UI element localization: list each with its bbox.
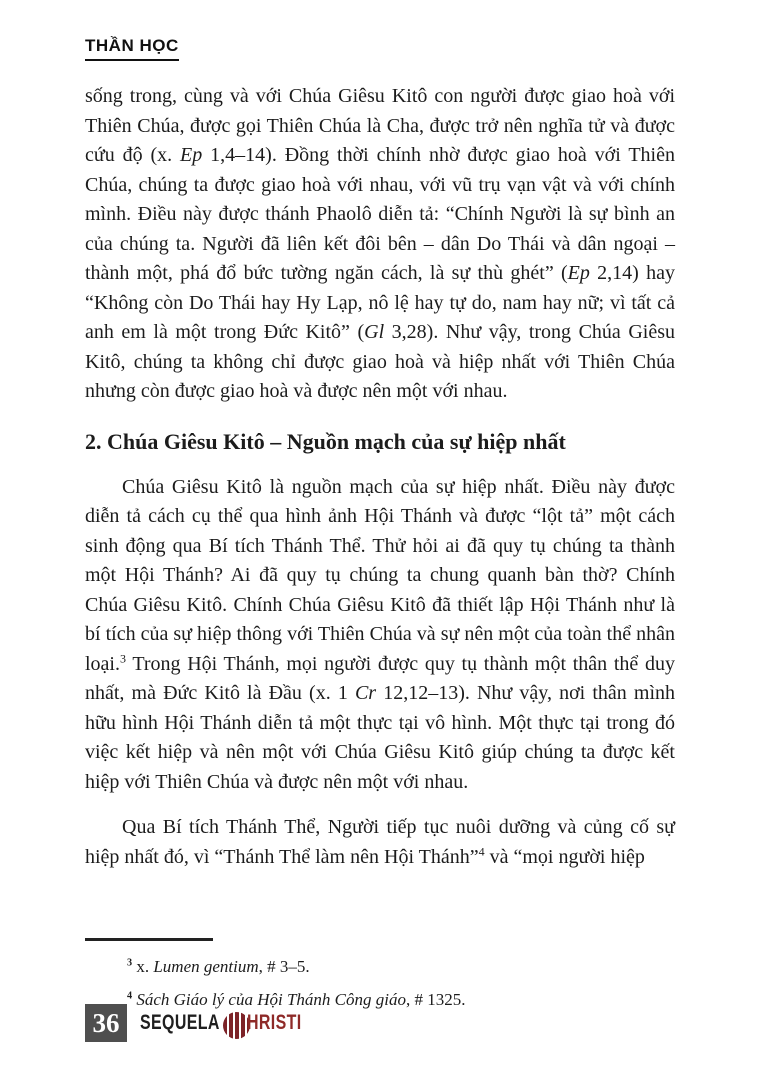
logo-word-sequela: SEQUELA <box>140 1011 220 1034</box>
c-circle-icon <box>223 1012 250 1039</box>
running-head: THẦN HỌC <box>85 36 179 61</box>
page-footer <box>85 1004 319 1042</box>
paragraph-1: sống trong, cùng và với Chúa Giêsu Kitô con người được giao hoà với Thiên Chúa, được gọi Thiên Chúa là Cha, được trở nên nghĩa tử và được cứu độ (x. Ep 1,4–14). Đồng thời chính nhờ được giao hoà với Thiên Chúa, chúng ta được giao hoà với nhau, với vũ trụ vạn vật và với chính mình. Điều này được thánh Phaolô diễn tả: “Chính Người là sự bình an của chúng ta. Người đã liên kết đôi bên – dân Do Thái và dân ngoại – thành một, phá đổ bức tường ngăn cách, là sự thù ghét” (Ep 2,14) hay “Không còn Do Thái hay Hy Lạp, nô lệ hay tự do, nam hay nữ; vì tất cả anh em là một trong Đức Kitô” (Gl 3,28). Như vậy, trong Chúa Giêsu Kitô, chúng ta không chỉ được giao hoà và hiệp nhất với Thiên Chúa nhưng còn được giao hoà và được nên một với nhau. <box>85 85 675 402</box>
footnote-3: $^3$ x. Lumen gentium, # 3–5. <box>127 957 310 976</box>
footnote-separator <box>85 938 213 941</box>
section-heading: 2. Chúa Giêsu Kitô – Nguồn mạch của sự hiệp nhất <box>85 428 566 454</box>
footnote-4: $^4$ Sách Giáo lý của Hội Thánh Công giáo, # 1325. <box>127 990 466 1009</box>
body-text-block <box>85 82 675 872</box>
paragraph-2: Chúa Giêsu Kitô là nguồn mạch của sự hiệp nhất. Điều này được diễn tả cách cụ thể qua hình ảnh Hội Thánh và được “lột tả” một cách sinh động qua Bí tích Thánh Thể. Thử hỏi ai đã quy tụ chúng ta thành một Hội Thánh? Ai đã quy tụ chúng ta chung quanh bàn thờ? Chính Chúa Giêsu Kitô. Chính Chúa Giêsu Kitô đã thiết lập Hội Thánh như là bí tích của sự hiệp thông với Thiên Chúa và sự nên một của toàn thể nhân loại.$^3$ Trong Hội Thánh, mọi người được quy tụ thành một thân thể duy nhất, mà Đức Kitô là Đầu (x. 1 Cr 12,12–13). Như vậy, nơi thân mình hữu hình Hội Thánh diễn tả một thực tại vô hình. Một thực tại trong đó việc kết hiệp và nên một với Chúa Giêsu Kitô giúp chúng ta được kết hiệp với Thiên Chúa và được nên một với nhau. <box>85 475 676 793</box>
paragraph-3: Qua Bí tích Thánh Thể, Người tiếp tục nuôi dưỡng và củng cố sự hiệp nhất đó, vì “Thánh Thể làm nên Hội Thánh”$^4$ và “mọi người hiệp <box>85 816 675 868</box>
page-number-badge: 36 <box>85 1004 127 1042</box>
logo-word-hristi: HRISTI <box>247 1011 302 1034</box>
publisher-logo <box>140 1008 319 1039</box>
